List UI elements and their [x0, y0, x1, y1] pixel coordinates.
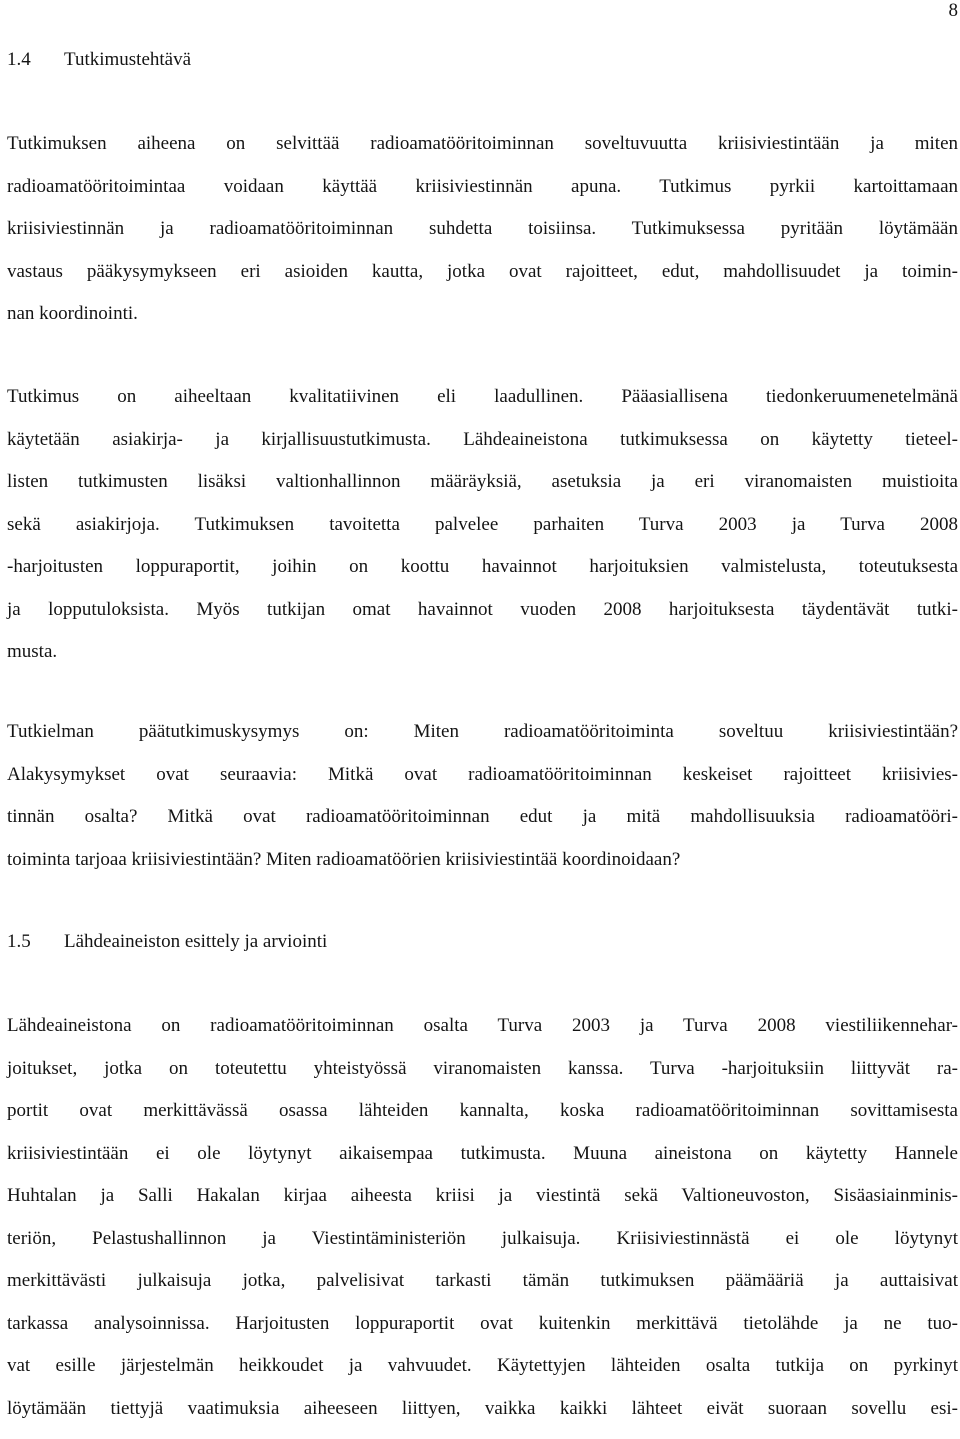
text-line — [7, 640, 958, 683]
section-title: Lähdeaineiston esittely ja arviointi — [64, 931, 327, 952]
text-line-content: toiminta tarjoaa kriisiviestintään? Miten radioamatöörien kriisiviestintää koordinoidaan? — [7, 849, 680, 870]
text-line-content: portit ovat merkittävässä osassa lähteiden kannalta, koska radioamatööritoiminnan sovittamisesta — [7, 1099, 958, 1123]
section-number: 1.4 — [7, 48, 64, 72]
text-line-content: Tutkielman päätutkimuskysymys on: Miten radioamatööritoiminta soveltuu kriisiviestintään? — [7, 720, 958, 744]
text-line — [7, 385, 958, 428]
text-line-content: käytetään asiakirja- ja kirjallisuustutkimusta. Lähdeaineistona tutkimuksessa on käytetty tieteel- — [7, 428, 958, 452]
text-line — [7, 260, 958, 303]
text-line — [7, 1184, 958, 1227]
text-line — [7, 217, 958, 260]
text-line — [7, 805, 958, 848]
paragraph-source-material — [7, 1014, 958, 1439]
text-line-content: sekä asiakirjoja. Tutkimuksen tavoitetta palvelee parhaiten Turva 2003 ja Turva 2008 — [7, 513, 958, 537]
text-line — [7, 175, 958, 218]
section-heading-1-5 — [7, 930, 327, 954]
paragraph-research-method — [7, 385, 958, 683]
text-line — [7, 598, 958, 641]
text-line-content: nan koordinointi. — [7, 303, 138, 324]
text-line-content: joitukset, jotka on toteutettu yhteistyössä viranomaisten kanssa. Turva -harjoituksiin liittyvät ra- — [7, 1057, 958, 1081]
text-line-content: Lähdeaineistona on radioamatööritoiminnan osalta Turva 2003 ja Turva 2008 viestiliikennehar- — [7, 1014, 958, 1038]
text-line-content: listen tutkimusten lisäksi valtionhallinnon määräyksiä, asetuksia ja eri viranomaisten muistioita — [7, 470, 958, 494]
text-line — [7, 1312, 958, 1355]
paragraph-research-topic — [7, 132, 958, 345]
text-line — [7, 1014, 958, 1057]
text-line — [7, 470, 958, 513]
text-line-content: radioamatööritoimintaa voidaan käyttää kriisiviestinnän apuna. Tutkimus pyrkii kartoittamaan — [7, 175, 958, 199]
text-line — [7, 132, 958, 175]
text-line-content: tinnän osalta? Mitkä ovat radioamatööritoiminnan edut ja mitä mahdollisuuksia radioamatööri- — [7, 805, 958, 829]
section-number: 1.5 — [7, 930, 64, 954]
text-line — [7, 302, 958, 345]
text-line-content: vastaus pääkysymykseen eri asioiden kautta, jotka ovat rajoitteet, edut, mahdollisuudet ja toimin- — [7, 260, 958, 284]
text-line — [7, 763, 958, 806]
section-title: Tutkimustehtävä — [64, 49, 191, 70]
text-line — [7, 1057, 958, 1100]
text-line — [7, 720, 958, 763]
text-line-content: Alakysymykset ovat seuraavia: Mitkä ovat radioamatööritoiminnan keskeiset rajoitteet kriisivies- — [7, 763, 958, 787]
section-heading-1-4 — [7, 48, 191, 72]
page-number: 8 — [949, 0, 959, 22]
text-line — [7, 1269, 958, 1312]
text-line-content: tarkassa analysoinnissa. Harjoitusten loppuraportit ovat kuitenkin merkittävä tietolähde ja ne tuo- — [7, 1312, 958, 1336]
text-line-content: Tutkimuksen aiheena on selvittää radioamatööritoiminnan soveltuvuutta kriisiviestintään ja miten — [7, 132, 958, 156]
text-line — [7, 1227, 958, 1270]
text-line-content: kriisiviestinnän ja radioamatööritoiminnan suhdetta toisiinsa. Tutkimuksessa pyritään löytämään — [7, 217, 958, 241]
text-line — [7, 1099, 958, 1142]
text-line-content: ja lopputuloksista. Myös tutkijan omat havainnot vuoden 2008 harjoituksesta täydentävät tutki- — [7, 598, 958, 622]
text-line-content: merkittävästi julkaisuja jotka, palvelisivat tarkasti tämän tutkimuksen päämääriä ja auttaisivat — [7, 1269, 958, 1293]
text-line-content: teriön, Pelastushallinnon ja Viestintäministeriön julkaisuja. Kriisiviestinnästä ei ole löytynyt — [7, 1227, 958, 1251]
text-line — [7, 1354, 958, 1397]
text-line-content: löytämään tiettyjä vaatimuksia aiheeseen liittyen, vaikka kaikki lähteet eivät suoraan sovellu esi- — [7, 1397, 958, 1421]
text-line-content: -harjoitusten loppuraportit, joihin on koottu havainnot harjoituksien valmistelusta, toteutuksesta — [7, 555, 958, 579]
text-line — [7, 555, 958, 598]
text-line — [7, 1397, 958, 1439]
text-line — [7, 1142, 958, 1185]
paragraph-research-questions — [7, 720, 958, 890]
text-line — [7, 848, 958, 891]
text-line — [7, 513, 958, 556]
text-line — [7, 428, 958, 471]
text-line-content: musta. — [7, 641, 57, 662]
text-line-content: Huhtalan ja Salli Hakalan kirjaa aiheesta kriisi ja viestintä sekä Valtioneuvoston, Sisäasiainminis- — [7, 1184, 958, 1208]
text-line-content: vat esille järjestelmän heikkoudet ja vahvuudet. Käytettyjen lähteiden osalta tutkija on pyrkinyt — [7, 1354, 958, 1378]
text-line-content: kriisiviestintään ei ole löytynyt aikaisempaa tutkimusta. Muuna aineistona on käytetty Hannele — [7, 1142, 958, 1166]
text-line-content: Tutkimus on aiheeltaan kvalitatiivinen eli laadullinen. Pääasiallisena tiedonkeruumenetelmänä — [7, 385, 958, 409]
